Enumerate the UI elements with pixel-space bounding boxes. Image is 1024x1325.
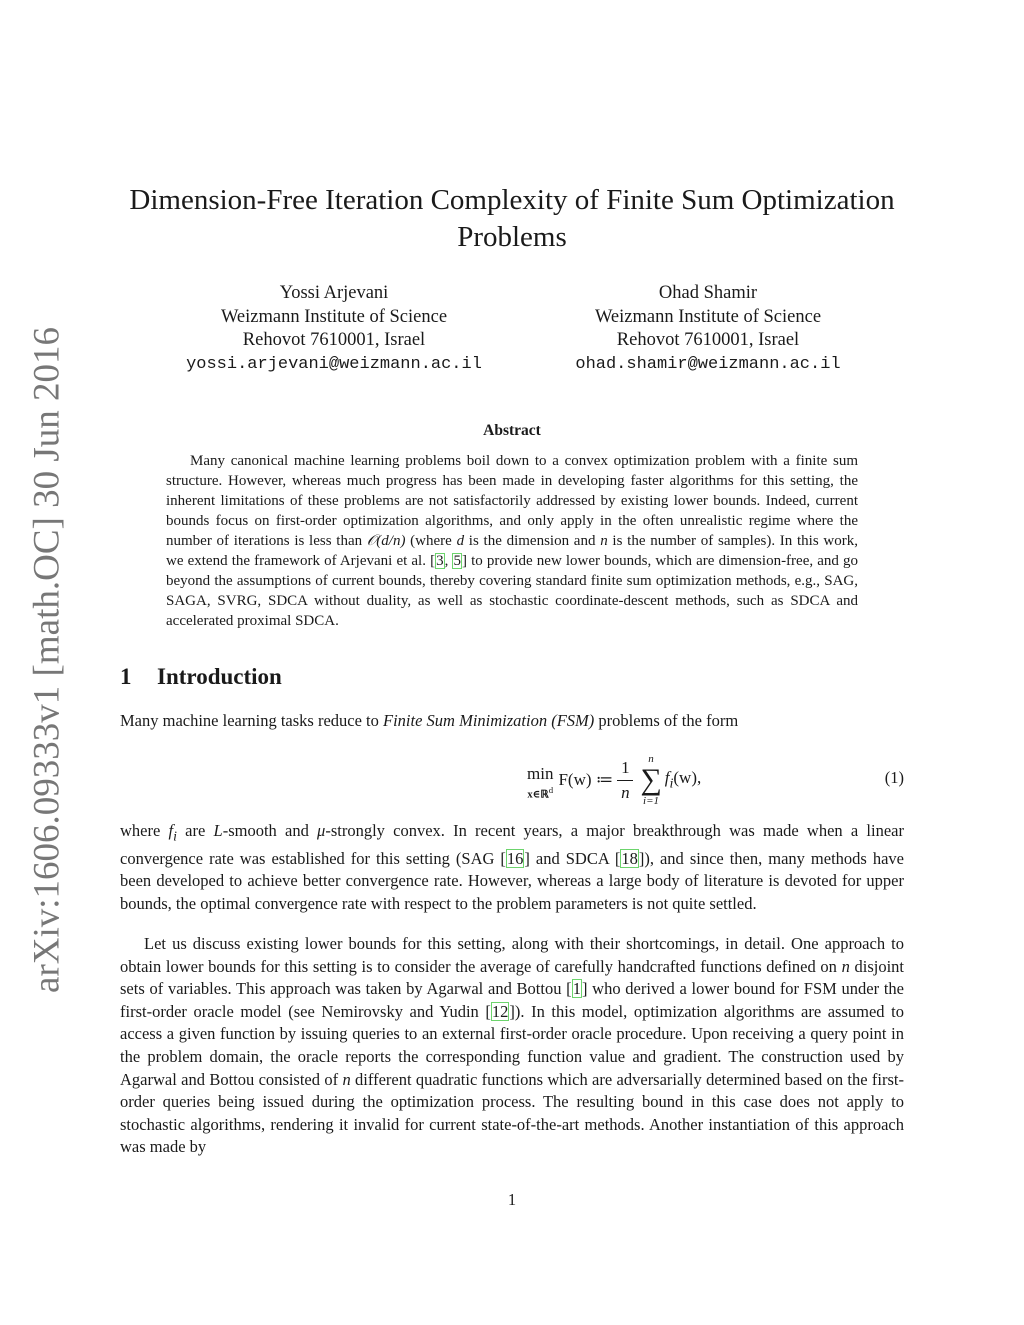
author-affiliation: Weizmann Institute of Science: [594, 306, 822, 327]
arxiv-stamp-text: arXiv:1606.09333v1 [math.OC] 30 Jun 2016: [26, 327, 68, 993]
author-name: Yossi Arjevani: [279, 283, 389, 303]
abstract-body: Many canonical machine learning problems boil down to a convex optimization problem with a finite sum structure. However, whereas much progress has been made in developing faster algorithms for this setting, the inherent limitations of these problems are not satisfactorily addressed by existing lower bounds. Indeed, current bounds focus on first-order optimization algorithms, and only apply in the often unrealistic regime where the number of iterations is less than 𝒪(d/n) (where d is the dimension and n is the number of samples). In this work, we extend the framework of Arjevani et al. [3, 5] to provide new lower bounds, which are dimension-free, and go beyond the assumptions of current bounds, thereby covering standard finite sum optimization methods, e.g., SAG, SAGA, SVRG, SDCA without duality, as well as stochastic coordinate-descent methods, such as SDCA and accelerated proximal SDCA.: [166, 453, 859, 629]
page-number: 1: [507, 1190, 517, 1209]
abstract-heading: Abstract: [483, 422, 541, 439]
min-operator: min x∈ℝ$^d$: [527, 763, 554, 801]
paper-title: Dimension-Free Iteration Complexity of Finite Sum Optimization Problems: [129, 184, 895, 253]
equation-1: [120, 748, 904, 812]
author-address: Rehovot 7610001, Israel: [242, 330, 426, 350]
section-title: Introduction: [157, 664, 282, 689]
citation-link[interactable]: 12: [491, 1001, 509, 1021]
author-block-1: [144, 282, 524, 376]
emphasis-fsm: Finite Sum Minimization (FSM): [383, 711, 595, 730]
author-affiliation: Weizmann Institute of Science: [220, 306, 448, 327]
intro-paragraph-3: Let us discuss existing lower bounds for this setting, along with their shortcomings, in detail. One approach to obtain lower bounds for this setting is to consider the average of carefully handcrafted functions defined on n disjoint sets of variables. This approach was taken by Agarwal and Bottou [1] who derived a lower bound for FSM under the first-order oracle model (see Nemirovsky and Yudin [12]). In this model, optimization algorithms are assumed to access a given function by issuing queries to an external first-order oracle procedure. Upon receiving a query point in the problem domain, the oracle reports the corresponding function value and gradient. The construction used by Agarwal and Bottou consisted of n different quadratic functions which are adversarially determined based on the first-order queries being issued during the optimization process. The resulting bound in this case does not apply to stochastic algorithms, rendering it invalid for current state-of-the-art methods. Another instantiation of this approach was made by: [120, 934, 904, 1157]
section-number: 1: [120, 664, 132, 689]
author-address: Rehovot 7610001, Israel: [616, 330, 800, 350]
intro-paragraph-2: where $f_i$ are L-smooth and μ-strongly convex. In recent years, a major breakthrough was made when a linear convergence rate was established for this setting (SAG [16] and SDCA [18]), and since then, many methods have been developed to achieve better convergence rate. However, whereas a large body of literature is devoted for upper bounds, the optimal convergence rate with respect to the problem parameters is not quite settled.: [120, 821, 904, 914]
author-name: Ohad Shamir: [658, 283, 758, 303]
citation-link[interactable]: 1: [572, 979, 581, 999]
equation-body: [527, 748, 701, 812]
math-bound: 𝒪(d/n): [366, 533, 406, 549]
equation-rhs: $f_i(w)$,: [664, 767, 702, 792]
citation-link[interactable]: 18: [621, 848, 638, 868]
sum-operator: n ∑ i=1: [640, 753, 662, 807]
author-email: yossi.arjevani@weizmann.ac.il: [186, 354, 482, 374]
equation-lhs: F(w) ≔: [558, 770, 614, 789]
author-block-2: [518, 282, 898, 376]
citation-link[interactable]: 5: [453, 553, 461, 569]
citation-link[interactable]: 3: [436, 553, 444, 569]
section-heading: [120, 664, 282, 690]
citation-link[interactable]: 16: [506, 848, 524, 868]
author-email: ohad.shamir@weizmann.ac.il: [575, 354, 841, 374]
equation-number: (1): [884, 768, 904, 787]
intro-paragraph-1: Many machine learning tasks reduce to Finite Sum Minimization (FSM) problems of the form: [120, 711, 739, 730]
fraction: $\frac{1}{n}$: [617, 758, 633, 803]
